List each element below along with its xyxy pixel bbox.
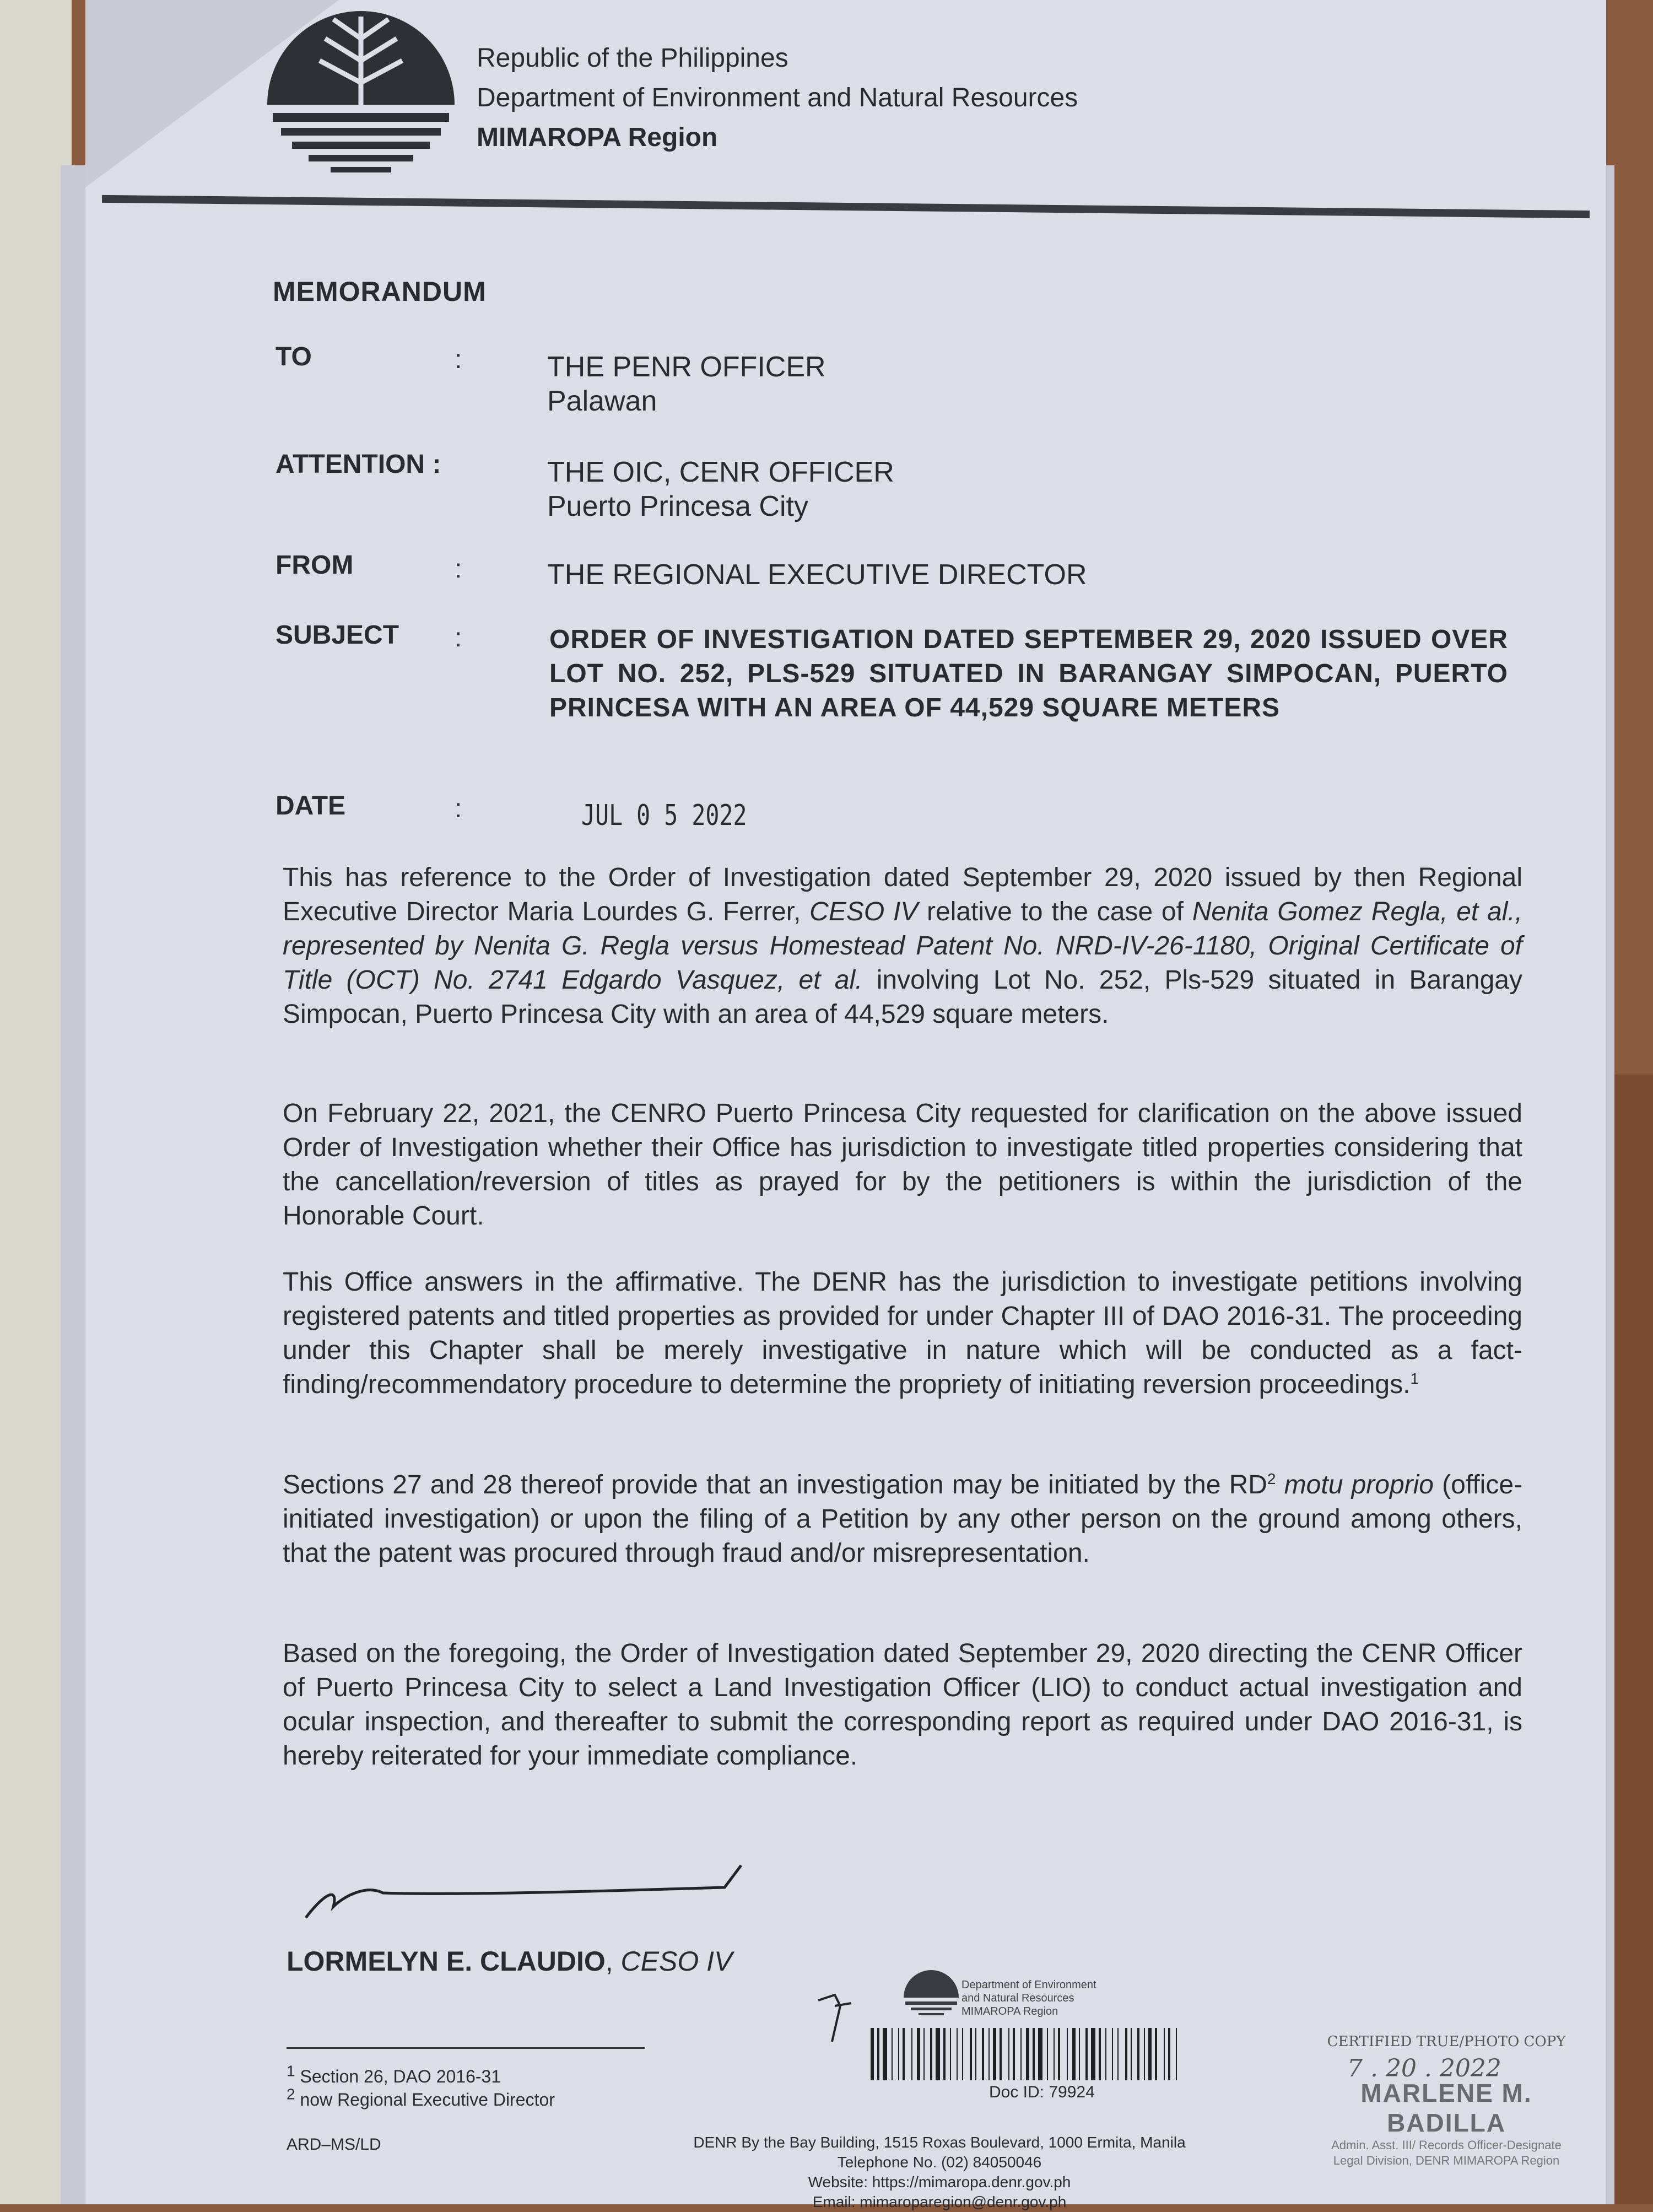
barcode-bar	[936, 2028, 940, 2080]
barcode-bar	[1038, 2028, 1042, 2080]
attention-line1: THE OIC, CENR OFFICER	[547, 456, 894, 488]
barcode-bar	[1008, 2028, 1009, 2080]
barcode-bar	[1168, 2028, 1170, 2080]
memo-page	[85, 0, 1606, 2210]
barcode-bar	[1099, 2028, 1101, 2080]
to-value	[547, 350, 826, 418]
barcode-bar	[883, 2028, 887, 2080]
barcode-bar	[1131, 2028, 1132, 2080]
from-label: FROM	[276, 551, 354, 580]
barcode-bar	[1164, 2028, 1165, 2080]
barcode-bar	[1148, 2028, 1152, 2080]
barcode-bar	[957, 2028, 958, 2080]
barcode-icon	[871, 2028, 1179, 2080]
paragraph-2	[283, 1097, 1522, 1233]
letterhead-line1: Republic of the Philippines	[477, 44, 788, 73]
footnote-1-text: Section 26, DAO 2016-31	[300, 2067, 501, 2086]
date-label: DATE	[276, 791, 346, 821]
to-line2: Palawan	[547, 385, 657, 417]
stamp-line2: and Natural Resources	[961, 1992, 1074, 2004]
barcode-bar	[892, 2028, 893, 2080]
from-value: THE REGIONAL EXECUTIVE DIRECTOR	[547, 559, 1087, 591]
p1-text-e: involving Lot No. 252, Pls-529 situated in Barangay Simpocan, Puerto Princesa City with an area of 44,529 square meters.	[283, 965, 1522, 1029]
p3-text: This Office answers in the affirmative. The DENR has the jurisdiction to investigate petitions involving registered patents and titled properties as provided for under Chapter III of DAO 2016-31. The proceeding under this Chapter shall be merely investigative in nature which will be conducted as a fact-finding/recommendatory procedure to determine the propriety of initiating reversion proceedings.	[283, 1267, 1522, 1399]
contact-address: DENR By the Bay Building, 1515 Roxas Boulevard, 1000 Ermita, Manila	[693, 2134, 1186, 2151]
barcode-bar	[1026, 2028, 1029, 2080]
barcode-bar	[982, 2028, 984, 2080]
signatory-name: LORMELYN E. CLAUDIO	[287, 1946, 606, 1977]
stamp-agency	[961, 1978, 1096, 2018]
barcode-bar	[988, 2028, 990, 2080]
paragraph-4	[283, 1468, 1522, 1571]
barcode-bar	[1079, 2028, 1080, 2080]
footnote-2-marker: 2	[287, 2085, 295, 2103]
stamp-line1: Department of Environment	[961, 1979, 1096, 1991]
subject-colon: :	[455, 623, 462, 652]
initial-icon	[813, 1984, 857, 2044]
footnote-ref-1: 1	[1410, 1370, 1419, 1387]
barcode-bar	[1155, 2028, 1157, 2080]
letterhead-line2: Department of Environment and Natural Resources	[477, 83, 1078, 112]
barcode-bar	[923, 2028, 925, 2080]
barcode-bar	[911, 2028, 912, 2080]
barcode-bar	[950, 2028, 951, 2080]
p4-text-a: Sections 27 and 28 thereof provide that an investigation may be initiated by the RD	[283, 1470, 1267, 1499]
attention-line2: Puerto Princesa City	[547, 490, 808, 522]
barcode-bar	[1137, 2028, 1139, 2080]
header-rule	[102, 195, 1590, 218]
subject-label: SUBJECT	[276, 621, 399, 650]
letterhead	[477, 39, 1078, 158]
barcode-bar	[877, 2028, 879, 2080]
barcode-bar	[1072, 2028, 1076, 2080]
to-line1: THE PENR OFFICER	[547, 351, 826, 383]
subject-value: ORDER OF INVESTIGATION DATED SEPTEMBER 29, 2020 ISSUED OVER LOT NO. 252, PLS-529 SITUATED IN BARANGAY SIMPOCAN, PUERTO PRINCESA WITH AN AREA OF 44,529 SQUARE METERS	[549, 625, 1508, 722]
reference-initials: ARD–MS/LD	[287, 2135, 381, 2154]
contact-website: Website: https://mimaropa.denr.gov.ph	[808, 2173, 1071, 2191]
contact-email: Email: mimaroparegion@denr.gov.ph	[812, 2193, 1067, 2210]
p1-text-c: relative to the case of	[918, 897, 1192, 926]
contact-footer	[581, 2133, 1298, 2212]
barcode-bar	[1033, 2028, 1035, 2080]
barcode-bar	[871, 2028, 874, 2080]
barcode-bar	[1020, 2028, 1022, 2080]
barcode-bar	[993, 2028, 996, 2080]
signatory: LORMELYN E. CLAUDIO, CESO IV	[287, 1946, 733, 1977]
certify-position2: Legal Division, DENR MIMAROPA Region	[1333, 2154, 1560, 2167]
certify-name: MARLENE M. BADILLA	[1360, 2079, 1532, 2137]
footnote-1-marker: 1	[287, 2062, 295, 2080]
to-label: TO	[276, 342, 312, 371]
paragraph-5	[283, 1637, 1522, 1773]
barcode-bar	[1054, 2028, 1055, 2080]
barcode-bar	[1125, 2028, 1127, 2080]
date-stamp: JUL 0 5 2022	[581, 799, 747, 832]
memo-title: MEMORANDUM	[273, 276, 487, 307]
letterhead-region: MIMAROPA Region	[477, 123, 718, 152]
barcode-bar	[1112, 2028, 1113, 2080]
barcode-bar	[1144, 2028, 1145, 2080]
barcode-bar	[1176, 2028, 1177, 2080]
attention-label-text: ATTENTION	[276, 450, 425, 479]
barcode-bar	[1058, 2028, 1060, 2080]
from-colon: :	[455, 554, 462, 584]
certify-position1: Admin. Asst. III/ Records Officer-Designate	[1331, 2138, 1562, 2152]
footnote-2	[287, 2085, 555, 2111]
doc-id: Doc ID: 79924	[989, 2083, 1095, 2101]
certify-date: 7 . 20 . 2022	[1347, 2054, 1501, 2082]
p1-text-a: This has reference to the Order of Investigation dated September 29, 2020 issued by then Regional Executive Director Maria Lourdes G. Ferrer,	[283, 863, 1522, 926]
p2-text: On February 22, 2021, the CENRO Puerto Princesa City requested for clarification on the above issued Order of Investigation whether their Office has jurisdiction to investigate titled properties considering that the cancellation/reversion of titles as prayed for by the petitioners is within the jurisdiction of the Honorable Court.	[283, 1099, 1522, 1231]
signatory-title: CESO IV	[620, 1946, 733, 1977]
barcode-bar	[1047, 2028, 1048, 2080]
p4-latin: motu proprio	[1284, 1470, 1434, 1499]
p5-text: Based on the foregoing, the Order of Investigation dated September 29, 2020 directing the CENR Officer of Puerto Princesa City to select a Land Investigation Officer (LIO) to conduct actual investigation and ocular inspection, and thereafter to submit the corresponding report as required under DAO 2016-31, is hereby reiterated for your immediate compliance.	[283, 1639, 1522, 1771]
footnote-ref-2: 2	[1267, 1470, 1276, 1487]
barcode-bar	[975, 2028, 976, 2080]
barcode-bar	[1085, 2028, 1088, 2080]
p4-text-c: (office-initiated investigation) or upon the filing of a Petition by any other person on the ground among others, that the patent was procured through fraud and/or misrepresentation.	[283, 1470, 1522, 1568]
p1-case-title: Nenita Gomez Regla, et al., represented by Nenita G. Regla versus Homestead Patent No. NRD-IV-26-1180, Original Certificate of Title (OCT) No. 2741 Edgardo Vasquez, et al.	[283, 897, 1523, 995]
footnote-rule	[287, 2047, 645, 2049]
signature-icon	[300, 1863, 752, 1923]
p1-ceso: CESO IV	[809, 897, 919, 926]
attention-label: ATTENTION :	[276, 450, 441, 479]
barcode-bar	[903, 2028, 905, 2080]
barcode-bar	[917, 2028, 920, 2080]
paragraph-3	[283, 1265, 1522, 1402]
attention-value	[547, 455, 894, 524]
barcode-bar	[943, 2028, 946, 2080]
paragraph-1	[283, 861, 1522, 1032]
barcode-bar	[962, 2028, 963, 2080]
barcode-bar	[930, 2028, 932, 2080]
barcode-bar	[1067, 2028, 1068, 2080]
footnote-2-text: now Regional Executive Director	[300, 2090, 555, 2110]
to-colon: :	[455, 345, 462, 374]
barcode-bar	[1000, 2028, 1002, 2080]
barcode-bar	[898, 2028, 899, 2080]
contact-phone: Telephone No. (02) 84050046	[837, 2154, 1042, 2171]
certify-title: CERTIFIED TRUE/PHOTO COPY	[1327, 2033, 1566, 2050]
date-colon: :	[455, 794, 462, 823]
footnote-1	[287, 2062, 501, 2087]
denr-stamp-logo-icon	[901, 1967, 961, 2022]
barcode-bar	[1091, 2028, 1095, 2080]
certified-copy-stamp	[1303, 2033, 1590, 2168]
stamp-line3: MIMAROPA Region	[961, 2005, 1058, 2017]
barcode-bar	[970, 2028, 972, 2080]
barcode-bar	[1105, 2028, 1106, 2080]
barcode-bar	[1117, 2028, 1119, 2080]
barcode-bar	[1013, 2028, 1015, 2080]
denr-logo-icon	[267, 0, 455, 182]
